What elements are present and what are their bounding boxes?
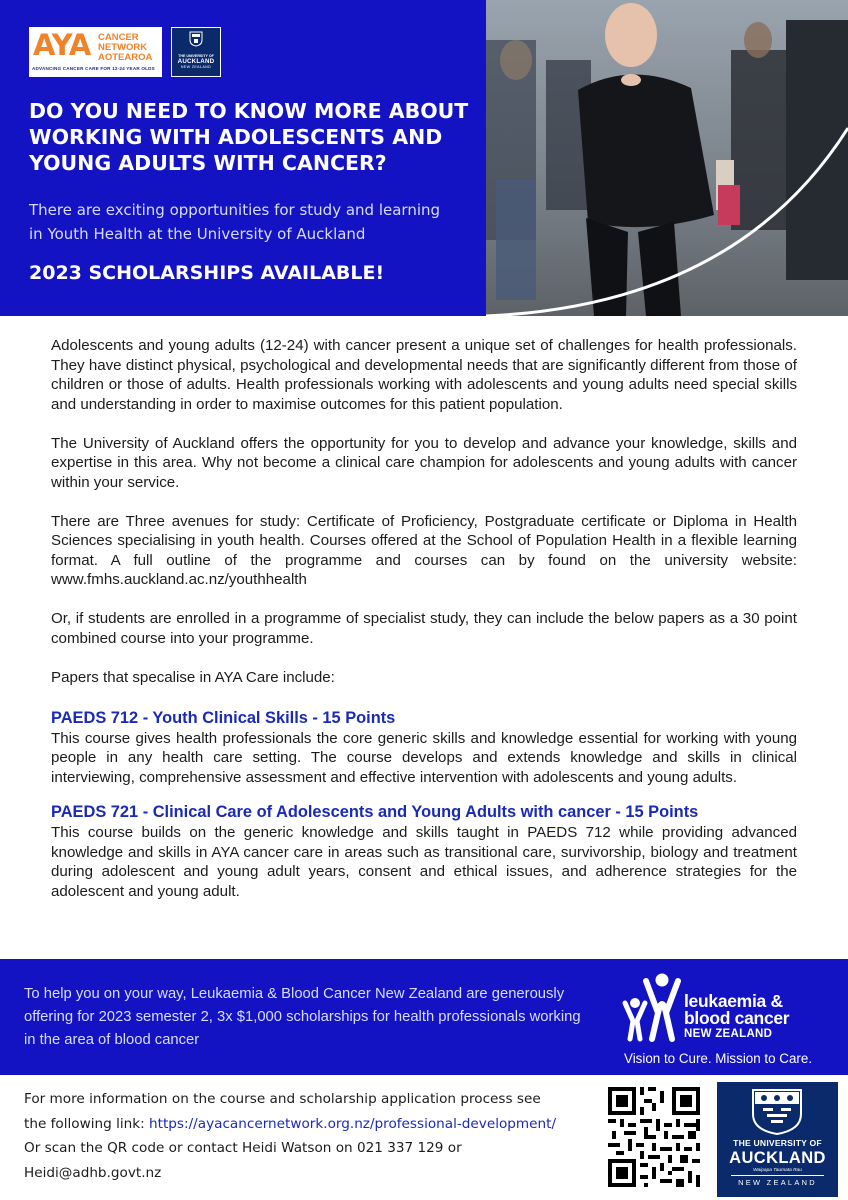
paper-description: This course gives health professionals the core generic skills and knowledge essential for working with young people in any health care setting. The course develops and extends knowledge and skills in clinical interviewing, comprehensive assessment and effective intervention with adolescents and young adults.: [51, 729, 797, 786]
lbc-name: [684, 993, 789, 1027]
intro-line: in Youth Health at the University of Auckland: [29, 225, 366, 243]
paragraph: Papers that specalise in AYA Care include:: [51, 668, 335, 686]
uoa-small-line1: THE UNIVERSITY OF: [178, 54, 214, 58]
lbc-tagline: Vision to Cure. Mission to Care.: [624, 1051, 813, 1066]
contact-email[interactable]: Heidi@adhb.govt.nz: [24, 1165, 162, 1182]
lbc-name-line1: leukaemia &: [684, 991, 783, 1011]
contact-line: [24, 1112, 614, 1137]
intro-line: There are exciting opportunities for study and learning: [29, 201, 441, 219]
scholarships-heading: 2023 SCHOLARSHIPS AVAILABLE!: [29, 262, 385, 284]
uoa-crest-icon: [189, 31, 203, 47]
uoa-divider: [731, 1175, 824, 1176]
aya-logo-mark: AYA: [33, 28, 91, 62]
scholarship-offer-text: To help you on your way, Leukaemia & Blood Cancer New Zealand are generously offering for 2023 semester 2, 3x $1,000 scholarships for health professionals working in the area of blood cancer: [24, 986, 581, 1048]
paragraph: There are Three avenues for study: Certificate of Proficiency, Postgraduate certificate or Diploma in Health Sciences specialising in youth health. Courses offered at the School of Population Health in a flexible learning format. A full outline of the programme and courses can by found on the university website: www.fmhs.auckland.ac.nz/youthhealth: [51, 512, 797, 588]
paper-title-paeds-721: PAEDS 721 - Clinical Care of Adolescents and Young Adults with cancer - 15 Points: [51, 803, 699, 821]
header-logos: [29, 27, 221, 77]
main-content: [51, 336, 797, 915]
paragraph: Adolescents and young adults (12-24) with cancer present a unique set of challenges for health professionals. They have distinct physical, psychological and developmental needs that are significantly different from those of children or those of adults. Health professionals working with adolescents and young adults need special skills and understanding in order to maximise outcomes for this patient population.: [51, 337, 797, 413]
uoa-large-line1: THE UNIVERSITY OF: [733, 1138, 822, 1148]
lbc-logo: [622, 973, 822, 1069]
uoa-crest-icon: [749, 1088, 805, 1136]
aya-logo-words: [98, 33, 152, 63]
lbc-country: NEW ZEALAND: [684, 1028, 773, 1040]
aya-logo-line2: NETWORK: [98, 42, 148, 53]
uoa-large-line3: Waipapa Taumata Rau: [753, 1168, 802, 1173]
lbc-figures-icon: [622, 973, 682, 1043]
uoa-large-line4: NEW ZEALAND: [738, 1178, 817, 1187]
professional-development-link[interactable]: https://ayacancernetwork.org.nz/professional-development/: [149, 1115, 557, 1132]
uoa-large-line2: AUCKLAND: [729, 1149, 826, 1167]
aya-logo-line3: AOTEAROA: [98, 52, 153, 63]
contact-line: Or scan the QR code or contact Heidi Watson on 021 337 129 or: [24, 1140, 462, 1157]
uoa-logo-large: [717, 1082, 838, 1197]
contact-line: For more information on the course and scholarship application process see: [24, 1091, 541, 1107]
contact-line-prefix: the following link:: [24, 1115, 150, 1132]
qr-code[interactable]: [604, 1083, 704, 1191]
lbc-name-line2: blood cancer: [684, 1008, 790, 1028]
uoa-small-line2: AUCKLAND: [177, 58, 215, 65]
uoa-small-line3: NEW ZEALAND: [180, 65, 212, 69]
contact-info: [24, 1087, 614, 1186]
intro-text: [29, 198, 469, 246]
headline-line: DO YOU NEED TO KNOW MORE ABOUT: [29, 99, 469, 123]
aya-logo-tagline: ADVANCING CANCER CARE FOR 12-24 YEAR OLDS: [32, 66, 155, 71]
paragraph: Or, if students are enrolled in a programme of specialist study, they can include the below papers as a 30 point combined course into your programme.: [51, 610, 797, 647]
paper-title-paeds-712: PAEDS 712 - Youth Clinical Skills - 15 Points: [51, 708, 396, 727]
headline-line: YOUNG ADULTS WITH CANCER?: [29, 151, 387, 175]
paragraph: The University of Auckland offers the opportunity for you to develop and advance your knowledge, skills and expertise in this area. Why not become a clinical care champion for adolescents and young adults with cancer within your service.: [51, 434, 797, 491]
headline: [29, 98, 479, 176]
paper-description: This course builds on the generic knowledge and skills taught in PAEDS 712 while providing advanced knowledge and skills in AYA cancer care in areas such as transitional care, survivorship, biology and treatment during adolescent and young adult years, consent and ethical issues, and adherence strategies for the adolescent and young adult.: [51, 824, 797, 900]
headline-line: WORKING WITH ADOLESCENTS AND: [29, 125, 443, 149]
header-banner: [0, 0, 848, 316]
hero-photo: [486, 0, 848, 316]
scholarship-band: [0, 959, 848, 1075]
aya-logo-line1: CANCER: [98, 32, 139, 43]
aya-logo: [29, 27, 162, 77]
uoa-logo-small: [171, 27, 221, 77]
